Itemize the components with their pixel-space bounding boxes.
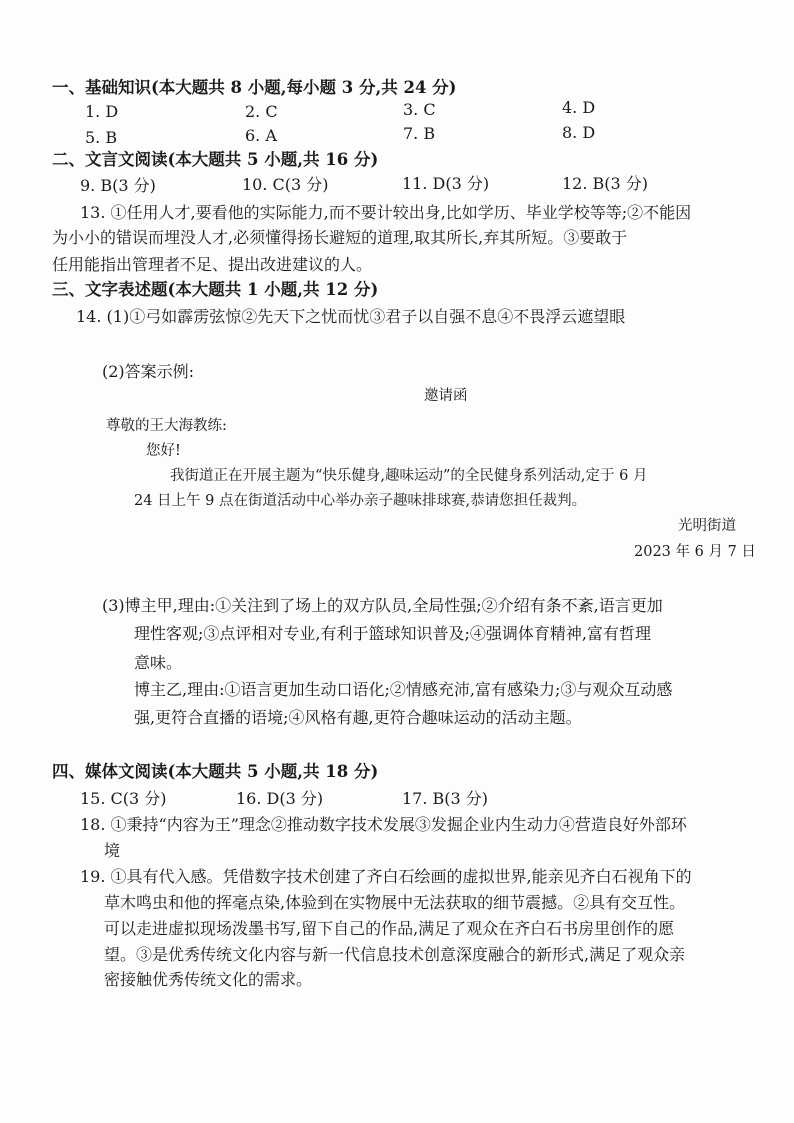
- answer-10: 10. C(3 分): [242, 175, 329, 194]
- answer-17: 17. B(3 分): [402, 789, 489, 808]
- section-1-heading: 一、基础知识(本大题共 8 小题,每小题 3 分,共 24 分): [52, 78, 457, 97]
- answer-16: 16. D(3 分): [236, 789, 324, 808]
- answer-1: 1. D: [85, 102, 119, 121]
- answer-19-line-2: 草木鸣虫和他的挥毫点染,体验到在实物展中无法获取的细节震撼。②具有交互性。: [104, 893, 686, 912]
- letter-title: 邀请函: [424, 388, 468, 404]
- answer-14-part-3-line-1: (3)博主甲,理由:①关注到了场上的双方队员,全局性强;②介绍有条不紊,语言更加: [102, 596, 663, 615]
- answer-13-line-2: 为小小的错误而埋没人才,必须懂得扬长避短的道理,取其所长,弃其所短。③要敢于: [52, 228, 628, 247]
- letter-sender: 光明街道: [678, 518, 736, 534]
- letter-greeting: 您好!: [146, 443, 181, 459]
- answer-14-part-1: 14. (1)①弓如霹雳弦惊②先天下之忧而忧③君子以自强不息④不畏浮云遮望眼: [76, 307, 626, 326]
- answer-14-part-3-line-2: 理性客观;③点评相对专业,有利于篮球知识普及;④强调体育精神,富有哲理: [134, 624, 651, 643]
- answer-14-part-3-line-5: 强,更符合直播的语境;④风格有趣,更符合趣味运动的活动主题。: [134, 708, 582, 727]
- answer-7: 7. B: [403, 124, 436, 143]
- letter-salutation: 尊敬的王大海教练:: [106, 418, 227, 434]
- answer-18-line-1: 18. ①秉持“内容为王”理念②推动数字技术发展③发掘企业内生动力④营造良好外部环: [80, 815, 687, 834]
- section-2-heading: 二、文言文阅读(本大题共 5 小题,共 16 分): [52, 150, 379, 169]
- answer-14-part-2-label: (2)答案示例:: [102, 362, 195, 381]
- section-4-heading: 四、媒体文阅读(本大题共 5 小题,共 18 分): [52, 762, 379, 781]
- answer-9: 9. B(3 分): [80, 176, 156, 195]
- answer-11: 11. D(3 分): [402, 174, 490, 193]
- answer-18-line-2: 境: [104, 841, 121, 860]
- answer-14-part-3-line-4: 博主乙,理由:①语言更加生动口语化;②情感充沛,富有感染力;③与观众互动感: [134, 680, 673, 699]
- section-3-heading: 三、文字表述题(本大题共 1 小题,共 12 分): [52, 280, 379, 299]
- answer-19-line-3: 可以走进虚拟现场泼墨书写,留下自己的作品,满足了观众在齐白石书房里创作的愿: [104, 919, 675, 938]
- answer-5: 5. B: [85, 128, 118, 147]
- answer-3: 3. C: [403, 100, 436, 119]
- answer-14-part-3-line-3: 意味。: [134, 653, 183, 672]
- answer-19-line-4: 望。③是优秀传统文化内容与新一代信息技术创意深度融合的新形式,满足了观众亲: [104, 945, 686, 964]
- answer-15: 15. C(3 分): [80, 789, 167, 808]
- answer-19-line-5: 密接触优秀传统文化的需求。: [104, 970, 313, 989]
- answer-13-line-1: 13. ①任用人才,要看他的实际能力,而不要计较出身,比如学历、毕业学校等等;②不能因: [80, 203, 692, 222]
- answer-8: 8. D: [562, 123, 596, 142]
- answer-6: 6. A: [245, 126, 277, 145]
- letter-date: 2023 年 6 月 7 日: [634, 544, 756, 560]
- letter-body-line-2: 24 日上午 9 点在街道活动中心举办亲子趣味排球赛,恭请您担任裁判。: [134, 493, 587, 509]
- answer-4: 4. D: [562, 98, 596, 117]
- answer-19-line-1: 19. ①具有代入感。凭借数字技术创建了齐白石绘画的虚拟世界,能亲见齐白石视角下的: [80, 867, 692, 886]
- answer-13-line-3: 任用能指出管理者不足、提出改进建议的人。: [52, 255, 373, 274]
- letter-body-line-1: 我街道正在开展主题为“快乐健身,趣味运动”的全民健身系列活动,定于 6 月: [170, 468, 648, 484]
- answer-2: 2. C: [245, 102, 278, 121]
- answer-12: 12. B(3 分): [562, 174, 649, 193]
